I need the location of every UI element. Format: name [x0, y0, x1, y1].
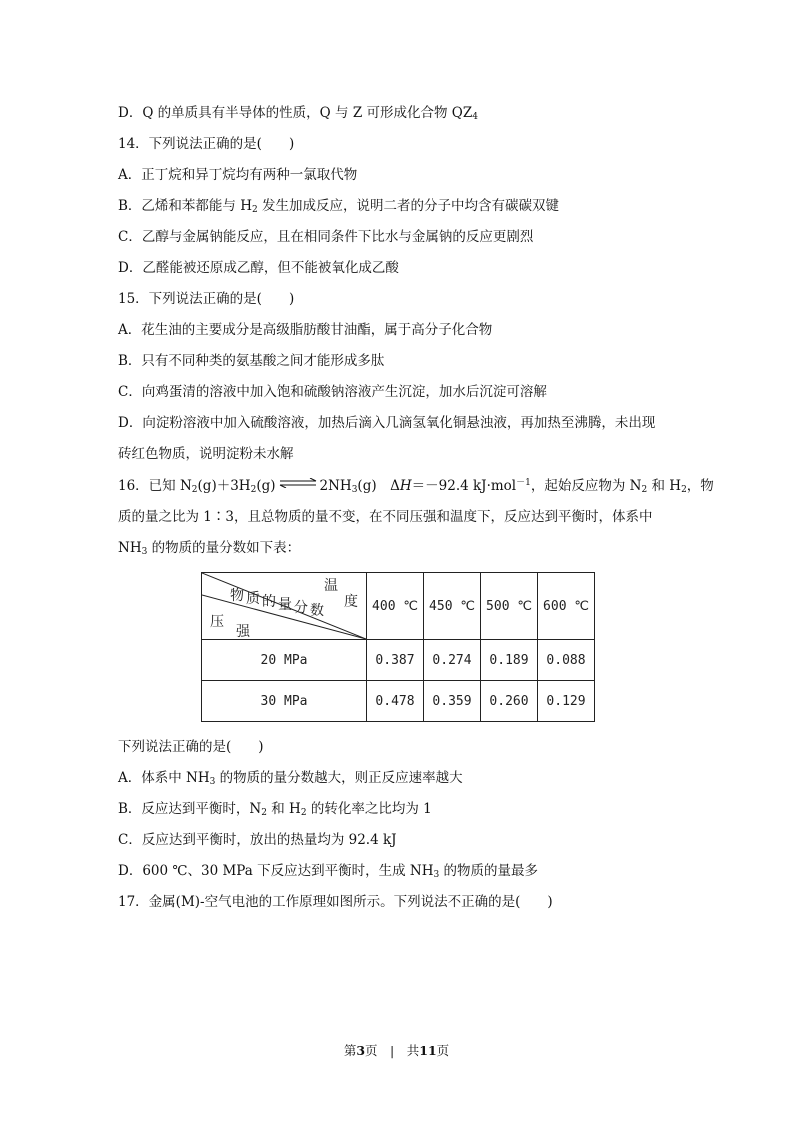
- q17-stem: 17．金属(M)-空气电池的工作原理如图所示。下列说法不正确的是( ): [118, 894, 553, 910]
- temp-header-450: 450 ℃: [424, 573, 481, 640]
- value-cell: 0.189: [481, 640, 538, 681]
- header-temp-char1: 温: [324, 578, 338, 594]
- nh3-fraction-table: [201, 572, 595, 722]
- header-frac-char1: 物: [230, 588, 244, 604]
- header-press-char1: 压: [210, 614, 224, 630]
- header-frac-char2: 质: [246, 591, 260, 607]
- q15-option-a: A．花生油的主要成分是高级脂肪酸甘油酯，属于高分子化合物: [118, 322, 493, 338]
- q15-stem: 15．下列说法正确的是( ): [118, 291, 295, 307]
- header-frac-char3: 的: [262, 594, 276, 610]
- q16-stem-line3: $NH_3$ 的物质的量分数如下表：: [118, 540, 301, 557]
- value-cell: 0.359: [424, 681, 481, 722]
- equilibrium-arrow-icon: [278, 478, 318, 488]
- header-temp-char2: 度: [344, 594, 358, 610]
- page-footer: 第3页 | 共11页: [343, 1043, 450, 1058]
- value-cell: 0.478: [367, 681, 424, 722]
- q14-option-b: B．乙烯和苯都能与 $H_2$ 发生加成反应，说明二者的分子中均含有碳碳双键: [118, 198, 560, 215]
- q16-stem-line1: 16．已知 $N_2(g)+3H_2(g)$ $2NH_3(g)$ ΔH＝－92.4 kJ·mol$^{-1}$，起始反应物为 $N_2$ 和 $H_2$，物: [118, 478, 714, 495]
- q15-option-c: C．向鸡蛋清的溶液中加入饱和硫酸钠溶液产生沉淀，加水后沉淀可溶解: [118, 384, 547, 400]
- header-frac-char6: 数: [310, 603, 324, 619]
- temp-header-400: 400 ℃: [367, 573, 424, 640]
- temp-header-500: 500 ℃: [481, 573, 538, 640]
- value-cell: 0.274: [424, 640, 481, 681]
- q15-option-d-line1: D．向淀粉溶液中加入硫酸溶液，加热后滴入几滴氢氧化铜悬浊液，再加热至沸腾，未出现: [118, 415, 656, 431]
- value-cell: 0.260: [481, 681, 538, 722]
- header-frac-char5: 分: [294, 600, 308, 616]
- header-press-char2: 强: [236, 624, 250, 640]
- value-cell: 0.088: [538, 640, 595, 681]
- q16-ask: 下列说法正确的是( ): [118, 739, 264, 755]
- table-diagonal-header: [202, 573, 367, 640]
- value-cell: 0.387: [367, 640, 424, 681]
- q14-option-c: C．乙醇与金属钠能反应，且在相同条件下比水与金属钠的反应更剧烈: [118, 229, 534, 245]
- q16-stem-line2: 质的量之比为 1∶3，且总物质的量不变，在不同压强和温度下，反应达到平衡时，体系中: [118, 509, 653, 525]
- q14-option-d: D．乙醛能被还原成乙醇，但不能被氧化成乙酸: [118, 260, 399, 276]
- q16-option-d: D．600 ℃、30 MPa 下反应达到平衡时，生成 $NH_3$ 的物质的量最多: [118, 863, 539, 880]
- q16-option-b: B．反应达到平衡时，$N_2$ 和 $H_2$ 的转化率之比均为 1: [118, 801, 432, 818]
- q14-option-a: A．正丁烷和异丁烷均有两种一氯取代物: [118, 167, 358, 183]
- q16-option-a: A．体系中 $NH_3$ 的物质的量分数越大，则正反应速率越大: [118, 770, 463, 787]
- q16-option-c: C．反应达到平衡时，放出的热量均为 92.4 kJ: [118, 832, 397, 848]
- table-row: [202, 681, 595, 722]
- table-row: [202, 640, 595, 681]
- header-frac-char4: 量: [278, 597, 292, 613]
- q14-stem: 14．下列说法正确的是( ): [118, 136, 295, 152]
- value-cell: 0.129: [538, 681, 595, 722]
- q13-option-d: D．Q 的单质具有半导体的性质，Q 与 Z 可形成化合物 $QZ_4$: [118, 105, 478, 122]
- q15-option-d-line2: 砖红色物质，说明淀粉未水解: [118, 446, 294, 462]
- q15-option-b: B．只有不同种类的氨基酸之间才能形成多肽: [118, 353, 385, 369]
- pressure-cell: 20 MPa: [202, 640, 367, 681]
- pressure-cell: 30 MPa: [202, 681, 367, 722]
- temp-header-600: 600 ℃: [538, 573, 595, 640]
